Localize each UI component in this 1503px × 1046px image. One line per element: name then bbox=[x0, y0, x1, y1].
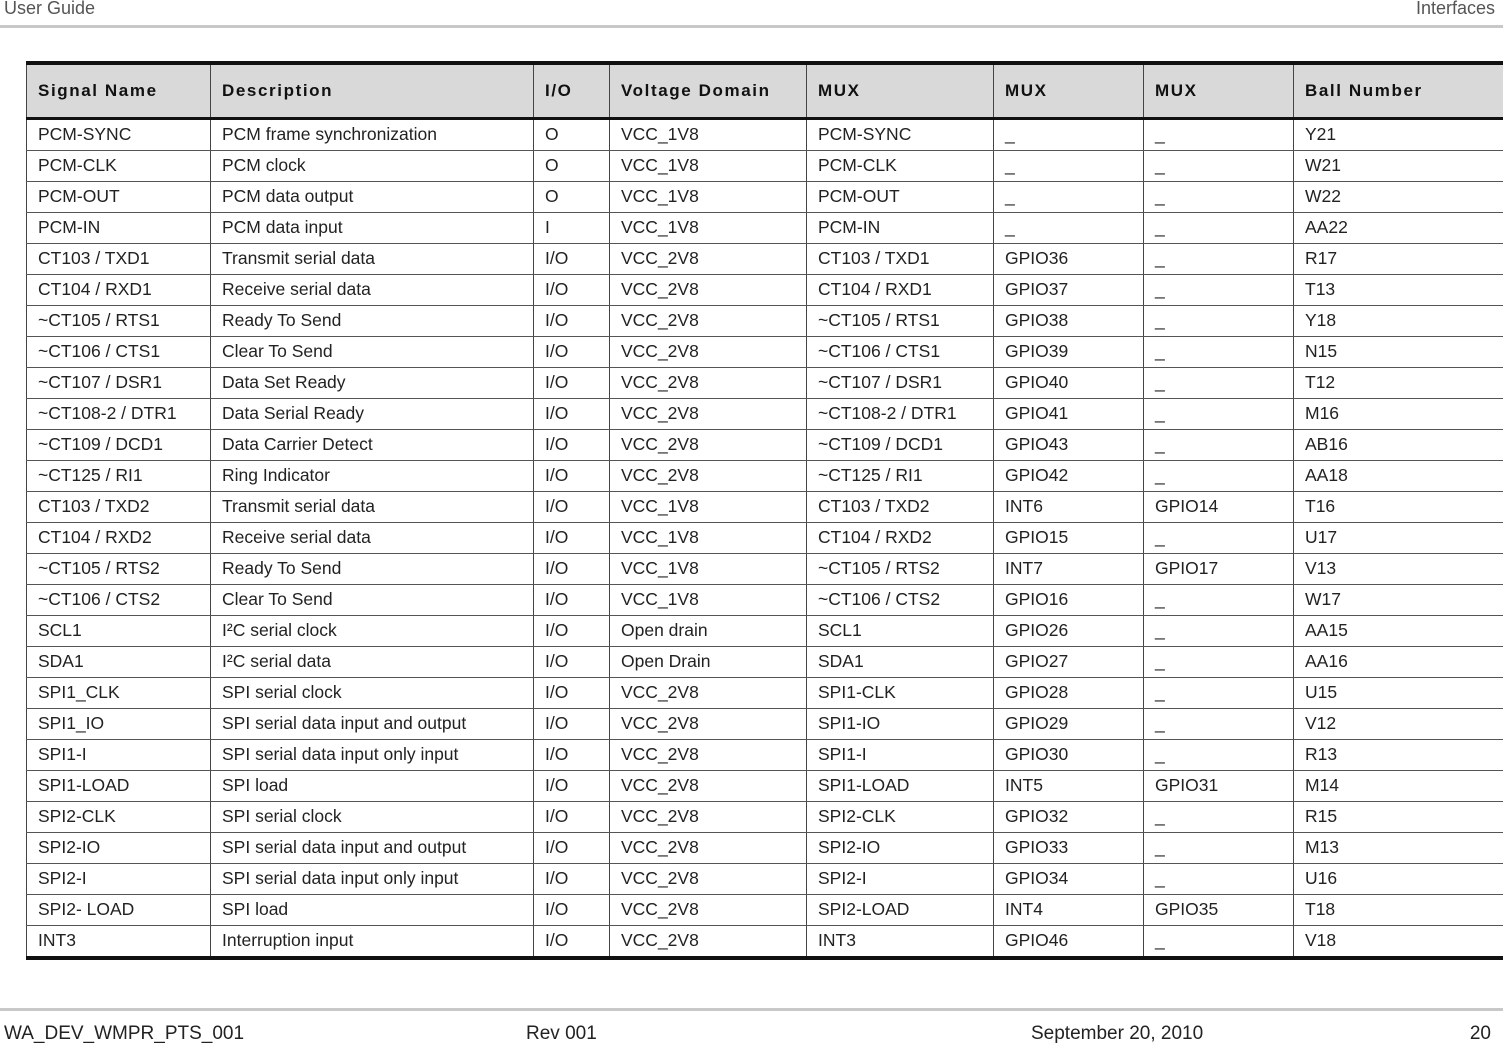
cell-mux-2: GPIO42 bbox=[994, 460, 1144, 491]
cell-mux-1: SPI1-I bbox=[807, 739, 994, 770]
cell-description: Data Set Ready bbox=[211, 367, 534, 398]
cell-description: SPI serial clock bbox=[211, 801, 534, 832]
cell-description: Data Carrier Detect bbox=[211, 429, 534, 460]
cell-io: I/O bbox=[534, 491, 610, 522]
cell-voltage-domain: VCC_1V8 bbox=[610, 150, 807, 181]
table-row bbox=[27, 832, 1503, 863]
cell-mux-1: CT104 / RXD1 bbox=[807, 274, 994, 305]
table-row bbox=[27, 646, 1503, 677]
cell-mux-1: SPI2-LOAD bbox=[807, 894, 994, 925]
cell-io: O bbox=[534, 118, 610, 150]
table-row bbox=[27, 615, 1503, 646]
cell-voltage-domain: VCC_1V8 bbox=[610, 212, 807, 243]
cell-mux-2: GPIO37 bbox=[994, 274, 1144, 305]
table-row bbox=[27, 801, 1503, 832]
cell-mux-3: _ bbox=[1144, 925, 1294, 958]
table-row bbox=[27, 770, 1503, 801]
table-row bbox=[27, 118, 1503, 150]
cell-ball-number: T12 bbox=[1294, 367, 1503, 398]
cell-ball-number: U17 bbox=[1294, 522, 1503, 553]
cell-io: I/O bbox=[534, 553, 610, 584]
cell-description: Interruption input bbox=[211, 925, 534, 958]
cell-signal-name: PCM-OUT bbox=[27, 181, 211, 212]
cell-description: Clear To Send bbox=[211, 584, 534, 615]
cell-signal-name: SPI1_CLK bbox=[27, 677, 211, 708]
cell-mux-2: _ bbox=[994, 118, 1144, 150]
footer-doc-id: WA_DEV_WMPR_PTS_001 bbox=[4, 1023, 245, 1044]
cell-signal-name: CT104 / RXD2 bbox=[27, 522, 211, 553]
cell-ball-number: R15 bbox=[1294, 801, 1503, 832]
cell-mux-3: _ bbox=[1144, 708, 1294, 739]
cell-mux-2: GPIO16 bbox=[994, 584, 1144, 615]
cell-mux-3: _ bbox=[1144, 336, 1294, 367]
cell-signal-name: PCM-SYNC bbox=[27, 118, 211, 150]
table-row bbox=[27, 739, 1503, 770]
cell-description: PCM frame synchronization bbox=[211, 118, 534, 150]
cell-signal-name: PCM-IN bbox=[27, 212, 211, 243]
column-header-io: I/O bbox=[534, 63, 610, 118]
cell-io: I bbox=[534, 212, 610, 243]
footer-page-number: 20 bbox=[1469, 1023, 1491, 1044]
cell-mux-2: GPIO33 bbox=[994, 832, 1144, 863]
cell-description: I²C serial clock bbox=[211, 615, 534, 646]
cell-voltage-domain: VCC_2V8 bbox=[610, 367, 807, 398]
cell-ball-number: U16 bbox=[1294, 863, 1503, 894]
cell-ball-number: Y18 bbox=[1294, 305, 1503, 336]
cell-ball-number: M14 bbox=[1294, 770, 1503, 801]
header-doc-type: User Guide bbox=[4, 0, 96, 18]
cell-voltage-domain: VCC_2V8 bbox=[610, 398, 807, 429]
cell-description: Data Serial Ready bbox=[211, 398, 534, 429]
cell-voltage-domain: VCC_2V8 bbox=[610, 894, 807, 925]
cell-signal-name: ~CT108-2 / DTR1 bbox=[27, 398, 211, 429]
header-section: Interfaces bbox=[1415, 0, 1495, 18]
cell-mux-1: SPI1-IO bbox=[807, 708, 994, 739]
cell-mux-3: _ bbox=[1144, 584, 1294, 615]
cell-description: Ring Indicator bbox=[211, 460, 534, 491]
table-row bbox=[27, 863, 1503, 894]
column-header-voltage-domain: Voltage Domain bbox=[610, 63, 807, 118]
cell-mux-3: _ bbox=[1144, 646, 1294, 677]
table-row bbox=[27, 150, 1503, 181]
cell-mux-2: INT6 bbox=[994, 491, 1144, 522]
table-row bbox=[27, 398, 1503, 429]
cell-signal-name: SPI1-LOAD bbox=[27, 770, 211, 801]
cell-mux-3: GPIO17 bbox=[1144, 553, 1294, 584]
cell-mux-2: GPIO28 bbox=[994, 677, 1144, 708]
cell-mux-2: GPIO41 bbox=[994, 398, 1144, 429]
cell-signal-name: CT103 / TXD2 bbox=[27, 491, 211, 522]
cell-ball-number: U15 bbox=[1294, 677, 1503, 708]
cell-signal-name: INT3 bbox=[27, 925, 211, 958]
column-header-mux-2: MUX bbox=[994, 63, 1144, 118]
cell-mux-1: PCM-CLK bbox=[807, 150, 994, 181]
table-row bbox=[27, 677, 1503, 708]
cell-signal-name: SPI1-I bbox=[27, 739, 211, 770]
cell-voltage-domain: VCC_1V8 bbox=[610, 491, 807, 522]
cell-signal-name: ~CT106 / CTS1 bbox=[27, 336, 211, 367]
cell-ball-number: W22 bbox=[1294, 181, 1503, 212]
cell-signal-name: SPI2-CLK bbox=[27, 801, 211, 832]
table-row bbox=[27, 894, 1503, 925]
table-header-row bbox=[27, 63, 1503, 118]
cell-signal-name: ~CT125 / RI1 bbox=[27, 460, 211, 491]
cell-io: I/O bbox=[534, 367, 610, 398]
cell-description: Transmit serial data bbox=[211, 243, 534, 274]
cell-mux-1: ~CT109 / DCD1 bbox=[807, 429, 994, 460]
cell-ball-number: V18 bbox=[1294, 925, 1503, 958]
cell-mux-3: _ bbox=[1144, 181, 1294, 212]
cell-signal-name: ~CT106 / CTS2 bbox=[27, 584, 211, 615]
cell-mux-1: CT103 / TXD1 bbox=[807, 243, 994, 274]
cell-mux-1: SPI2-IO bbox=[807, 832, 994, 863]
column-header-description: Description bbox=[211, 63, 534, 118]
cell-ball-number: W17 bbox=[1294, 584, 1503, 615]
cell-mux-3: _ bbox=[1144, 118, 1294, 150]
cell-mux-3: _ bbox=[1144, 243, 1294, 274]
cell-signal-name: ~CT105 / RTS2 bbox=[27, 553, 211, 584]
cell-mux-2: GPIO36 bbox=[994, 243, 1144, 274]
cell-voltage-domain: VCC_2V8 bbox=[610, 770, 807, 801]
cell-signal-name: ~CT105 / RTS1 bbox=[27, 305, 211, 336]
cell-voltage-domain: VCC_2V8 bbox=[610, 739, 807, 770]
table-body bbox=[27, 118, 1503, 958]
cell-mux-2: INT4 bbox=[994, 894, 1144, 925]
column-header-ball-number: Ball Number bbox=[1294, 63, 1503, 118]
table-row bbox=[27, 212, 1503, 243]
cell-mux-1: ~CT105 / RTS2 bbox=[807, 553, 994, 584]
cell-mux-1: PCM-OUT bbox=[807, 181, 994, 212]
cell-io: I/O bbox=[534, 739, 610, 770]
cell-io: I/O bbox=[534, 615, 610, 646]
column-header-signal-name: Signal Name bbox=[27, 63, 211, 118]
cell-signal-name: SDA1 bbox=[27, 646, 211, 677]
cell-mux-1: CT103 / TXD2 bbox=[807, 491, 994, 522]
cell-voltage-domain: VCC_2V8 bbox=[610, 801, 807, 832]
cell-ball-number: M13 bbox=[1294, 832, 1503, 863]
cell-voltage-domain: VCC_2V8 bbox=[610, 243, 807, 274]
cell-io: I/O bbox=[534, 646, 610, 677]
cell-mux-2: GPIO40 bbox=[994, 367, 1144, 398]
cell-io: I/O bbox=[534, 832, 610, 863]
cell-mux-1: INT3 bbox=[807, 925, 994, 958]
cell-mux-2: GPIO15 bbox=[994, 522, 1144, 553]
cell-mux-2: _ bbox=[994, 181, 1144, 212]
cell-io: I/O bbox=[534, 429, 610, 460]
cell-mux-3: _ bbox=[1144, 863, 1294, 894]
cell-description: I²C serial data bbox=[211, 646, 534, 677]
cell-io: I/O bbox=[534, 770, 610, 801]
cell-mux-3: _ bbox=[1144, 274, 1294, 305]
cell-description: Ready To Send bbox=[211, 305, 534, 336]
cell-ball-number: R17 bbox=[1294, 243, 1503, 274]
cell-description: SPI serial data input only input bbox=[211, 739, 534, 770]
cell-mux-3: _ bbox=[1144, 429, 1294, 460]
table-row bbox=[27, 553, 1503, 584]
cell-voltage-domain: VCC_2V8 bbox=[610, 305, 807, 336]
cell-mux-3: _ bbox=[1144, 460, 1294, 491]
cell-signal-name: SCL1 bbox=[27, 615, 211, 646]
cell-io: I/O bbox=[534, 584, 610, 615]
cell-mux-1: ~CT106 / CTS1 bbox=[807, 336, 994, 367]
cell-mux-1: PCM-IN bbox=[807, 212, 994, 243]
table-row bbox=[27, 429, 1503, 460]
cell-io: I/O bbox=[534, 243, 610, 274]
signal-table-container bbox=[26, 61, 1503, 960]
cell-mux-3: _ bbox=[1144, 832, 1294, 863]
cell-signal-name: SPI2- LOAD bbox=[27, 894, 211, 925]
cell-mux-2: GPIO38 bbox=[994, 305, 1144, 336]
cell-ball-number: AA18 bbox=[1294, 460, 1503, 491]
table-row bbox=[27, 491, 1503, 522]
cell-io: I/O bbox=[534, 708, 610, 739]
cell-mux-3: _ bbox=[1144, 615, 1294, 646]
table-row bbox=[27, 305, 1503, 336]
cell-ball-number: AA22 bbox=[1294, 212, 1503, 243]
cell-voltage-domain: VCC_2V8 bbox=[610, 863, 807, 894]
table-row bbox=[27, 460, 1503, 491]
cell-mux-1: SPI2-I bbox=[807, 863, 994, 894]
cell-mux-3: GPIO31 bbox=[1144, 770, 1294, 801]
cell-ball-number: Y21 bbox=[1294, 118, 1503, 150]
cell-ball-number: T16 bbox=[1294, 491, 1503, 522]
cell-mux-1: ~CT125 / RI1 bbox=[807, 460, 994, 491]
cell-mux-2: GPIO26 bbox=[994, 615, 1144, 646]
cell-mux-3: _ bbox=[1144, 305, 1294, 336]
cell-signal-name: PCM-CLK bbox=[27, 150, 211, 181]
cell-description: SPI serial data input only input bbox=[211, 863, 534, 894]
cell-description: PCM data input bbox=[211, 212, 534, 243]
cell-voltage-domain: VCC_1V8 bbox=[610, 181, 807, 212]
table-row bbox=[27, 522, 1503, 553]
cell-voltage-domain: VCC_2V8 bbox=[610, 460, 807, 491]
cell-mux-1: SPI1-LOAD bbox=[807, 770, 994, 801]
cell-io: I/O bbox=[534, 801, 610, 832]
table-row bbox=[27, 336, 1503, 367]
cell-description: PCM clock bbox=[211, 150, 534, 181]
cell-description: SPI serial data input and output bbox=[211, 708, 534, 739]
cell-mux-1: ~CT107 / DSR1 bbox=[807, 367, 994, 398]
cell-mux-2: GPIO34 bbox=[994, 863, 1144, 894]
cell-ball-number: W21 bbox=[1294, 150, 1503, 181]
cell-voltage-domain: VCC_2V8 bbox=[610, 925, 807, 958]
cell-signal-name: SPI2-I bbox=[27, 863, 211, 894]
cell-mux-1: SPI2-CLK bbox=[807, 801, 994, 832]
cell-signal-name: ~CT109 / DCD1 bbox=[27, 429, 211, 460]
footer-revision: Rev 001 bbox=[526, 1023, 597, 1044]
cell-description: SPI serial clock bbox=[211, 677, 534, 708]
cell-voltage-domain: VCC_2V8 bbox=[610, 677, 807, 708]
cell-io: I/O bbox=[534, 863, 610, 894]
cell-ball-number: R13 bbox=[1294, 739, 1503, 770]
cell-mux-3: _ bbox=[1144, 212, 1294, 243]
cell-mux-3: _ bbox=[1144, 677, 1294, 708]
cell-io: I/O bbox=[534, 305, 610, 336]
cell-mux-2: GPIO46 bbox=[994, 925, 1144, 958]
cell-mux-1: ~CT106 / CTS2 bbox=[807, 584, 994, 615]
cell-ball-number: T18 bbox=[1294, 894, 1503, 925]
cell-io: I/O bbox=[534, 894, 610, 925]
cell-io: I/O bbox=[534, 677, 610, 708]
cell-voltage-domain: VCC_2V8 bbox=[610, 429, 807, 460]
cell-mux-3: _ bbox=[1144, 739, 1294, 770]
cell-mux-1: ~CT108-2 / DTR1 bbox=[807, 398, 994, 429]
page-footer bbox=[0, 1008, 1503, 1046]
table-row bbox=[27, 181, 1503, 212]
cell-mux-1: SDA1 bbox=[807, 646, 994, 677]
cell-signal-name: CT104 / RXD1 bbox=[27, 274, 211, 305]
cell-ball-number: AA16 bbox=[1294, 646, 1503, 677]
cell-mux-3: _ bbox=[1144, 398, 1294, 429]
cell-io: O bbox=[534, 150, 610, 181]
cell-mux-2: GPIO29 bbox=[994, 708, 1144, 739]
cell-mux-2: GPIO30 bbox=[994, 739, 1144, 770]
cell-ball-number: V13 bbox=[1294, 553, 1503, 584]
cell-ball-number: V12 bbox=[1294, 708, 1503, 739]
cell-mux-2: _ bbox=[994, 150, 1144, 181]
cell-mux-3: GPIO35 bbox=[1144, 894, 1294, 925]
cell-voltage-domain: VCC_2V8 bbox=[610, 336, 807, 367]
cell-mux-3: GPIO14 bbox=[1144, 491, 1294, 522]
table-row bbox=[27, 367, 1503, 398]
cell-ball-number: T13 bbox=[1294, 274, 1503, 305]
cell-io: I/O bbox=[534, 274, 610, 305]
cell-voltage-domain: VCC_2V8 bbox=[610, 708, 807, 739]
cell-voltage-domain: Open Drain bbox=[610, 646, 807, 677]
cell-io: I/O bbox=[534, 925, 610, 958]
table-row bbox=[27, 274, 1503, 305]
footer-date: September 20, 2010 bbox=[1031, 1023, 1204, 1044]
cell-mux-2: INT7 bbox=[994, 553, 1144, 584]
cell-voltage-domain: VCC_1V8 bbox=[610, 118, 807, 150]
cell-voltage-domain: VCC_1V8 bbox=[610, 584, 807, 615]
signal-table bbox=[26, 61, 1503, 960]
cell-description: Receive serial data bbox=[211, 522, 534, 553]
cell-io: I/O bbox=[534, 460, 610, 491]
cell-mux-1: SPI1-CLK bbox=[807, 677, 994, 708]
cell-mux-2: GPIO39 bbox=[994, 336, 1144, 367]
cell-mux-3: _ bbox=[1144, 801, 1294, 832]
cell-io: I/O bbox=[534, 398, 610, 429]
cell-voltage-domain: VCC_1V8 bbox=[610, 522, 807, 553]
cell-mux-3: _ bbox=[1144, 367, 1294, 398]
cell-description: Transmit serial data bbox=[211, 491, 534, 522]
cell-ball-number: N15 bbox=[1294, 336, 1503, 367]
cell-description: SPI serial data input and output bbox=[211, 832, 534, 863]
cell-io: O bbox=[534, 181, 610, 212]
cell-voltage-domain: VCC_2V8 bbox=[610, 832, 807, 863]
cell-mux-2: INT5 bbox=[994, 770, 1144, 801]
cell-description: Receive serial data bbox=[211, 274, 534, 305]
cell-mux-1: CT104 / RXD2 bbox=[807, 522, 994, 553]
cell-signal-name: ~CT107 / DSR1 bbox=[27, 367, 211, 398]
cell-description: SPI load bbox=[211, 770, 534, 801]
cell-description: SPI load bbox=[211, 894, 534, 925]
table-row bbox=[27, 584, 1503, 615]
cell-mux-1: PCM-SYNC bbox=[807, 118, 994, 150]
cell-mux-3: _ bbox=[1144, 522, 1294, 553]
cell-description: Clear To Send bbox=[211, 336, 534, 367]
cell-mux-2: _ bbox=[994, 212, 1144, 243]
cell-io: I/O bbox=[534, 336, 610, 367]
cell-description: Ready To Send bbox=[211, 553, 534, 584]
table-row bbox=[27, 243, 1503, 274]
page-header bbox=[0, 0, 1503, 28]
cell-mux-2: GPIO27 bbox=[994, 646, 1144, 677]
cell-mux-3: _ bbox=[1144, 150, 1294, 181]
cell-description: PCM data output bbox=[211, 181, 534, 212]
cell-voltage-domain: VCC_2V8 bbox=[610, 274, 807, 305]
cell-mux-2: GPIO43 bbox=[994, 429, 1144, 460]
cell-ball-number: M16 bbox=[1294, 398, 1503, 429]
cell-signal-name: SPI2-IO bbox=[27, 832, 211, 863]
cell-ball-number: AA15 bbox=[1294, 615, 1503, 646]
cell-voltage-domain: Open drain bbox=[610, 615, 807, 646]
cell-mux-1: SCL1 bbox=[807, 615, 994, 646]
table-row bbox=[27, 708, 1503, 739]
cell-ball-number: AB16 bbox=[1294, 429, 1503, 460]
cell-signal-name: SPI1_IO bbox=[27, 708, 211, 739]
column-header-mux-3: MUX bbox=[1144, 63, 1294, 118]
cell-voltage-domain: VCC_1V8 bbox=[610, 553, 807, 584]
cell-mux-2: GPIO32 bbox=[994, 801, 1144, 832]
cell-io: I/O bbox=[534, 522, 610, 553]
column-header-mux-1: MUX bbox=[807, 63, 994, 118]
table-row bbox=[27, 925, 1503, 958]
cell-signal-name: CT103 / TXD1 bbox=[27, 243, 211, 274]
cell-mux-1: ~CT105 / RTS1 bbox=[807, 305, 994, 336]
